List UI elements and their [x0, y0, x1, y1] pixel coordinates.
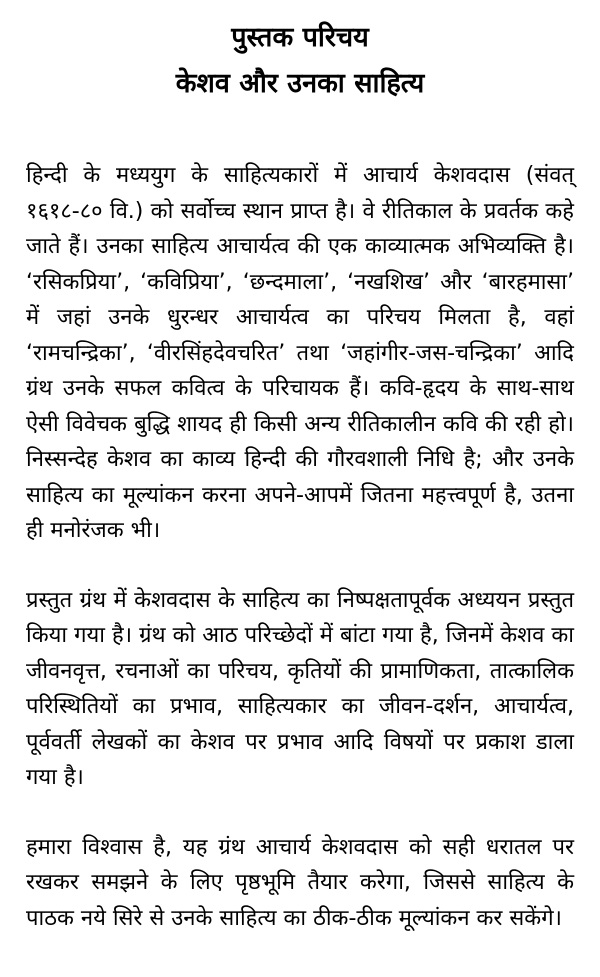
paragraph-2: प्रस्तुत ग्रंथ में केशवदास के साहित्य का निष्पक्षतापूर्वक अध्ययन प्रस्तुत किया गया है। ग्रंथ को आठ परिच्छेदों में बांटा गया है, जिनमें केशव का जीवनवृत्त, रचनाओं का परिचय, कृतियों की प्रामाणिकता, तात्कालिक परिस्थितियों का प्रभाव, साहित्यकार का जीवन-दर्शन, आचार्यत्व, पूर्ववर्ती लेखकों का केशव पर प्रभाव आदि विषयों पर प्रकाश डाला गया है।: [26, 587, 574, 790]
page-title: पुस्तक परिचय: [231, 22, 369, 53]
page-subtitle: केशव और उनका साहित्य: [175, 68, 425, 99]
paragraph-1: हिन्दी के मध्ययुग के साहित्यकारों में आचार्य केशवदास (संवत् १६१८-८० वि.) को सर्वोच्च स्थान प्राप्त है। वे रीतिकाल के प्रवर्तक कहे जाते हैं। उनका साहित्य आचार्यत्व की एक काव्यात्मक अभिव्यक्ति है। ‘रसिकप्रिया’, ‘कविप्रिया’, ‘छन्दमाला’, ‘नखशिख’ और ‘बारहमासा’ में जहां उनके धुरन्धर आचार्यत्व का परिचय मिलता है, वहां ‘रामचन्द्रिका’, ‘वीरसिंहदेवचरित’ तथा ‘जहांगीर-जस-चन्द्रिका’ आदि ग्रंथ उनके सफल कवित्व के परिचायक हैं। कवि-हृदय के साथ-साथ ऐसी विवेचक बुद्धि शायद ही किसी अन्य रीतिकालीन कवि की रही हो। निस्सन्देह केशव का काव्य हिन्दी की गौरवशाली निधि है; और उनके साहित्य का मूल्यांकन करना अपने-आपमें जितना महत्त्वपूर्ण है, उतना ही मनोरंजक भी।: [26, 163, 574, 543]
paragraph-3: हमारा विश्वास है, यह ग्रंथ आचार्य केशवदास को सही धरातल पर रखकर समझने के लिए पृष्ठभूमि तैयार करेगा, जिससे साहित्य के पाठक नये सिरे से उनके साहित्य का ठीक-ठीक मूल्यांकन कर सकेंगे।: [26, 834, 574, 931]
